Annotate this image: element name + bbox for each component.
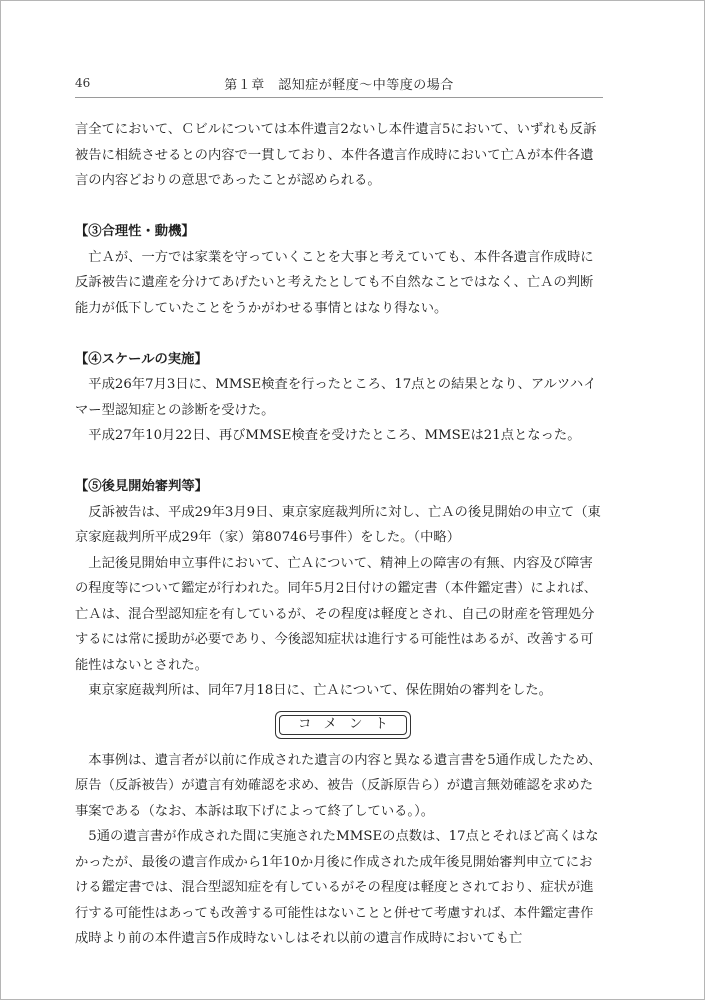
comment-heading-row bbox=[75, 704, 602, 748]
paragraph-continuation: 言全てにおいて、Ｃビルについては本件遺言2ないし本件遺言5において、いずれも反訴被告に相続させるとの内容で一貫しており、本件各遺言作成時において亡Ａが本件各遺言の内容どおりの意思であったことが認められる。 bbox=[75, 122, 597, 188]
header-rule bbox=[75, 97, 603, 98]
comment-heading-box bbox=[275, 711, 411, 739]
paragraph-rationality: 亡Ａが、一方では家業を守っていくことを大事と考えていても、本件各遺言作成時に反訴被告に遺産を分けてあげたいと考えたとしても不自然なことではなく、亡Ａの判断能力が低下していたことをうかがわせる事情とはなり得ない。 bbox=[75, 249, 594, 316]
section-gap bbox=[75, 449, 602, 475]
page-header bbox=[75, 74, 603, 96]
running-title: 第１章 認知症が軽度～中等度の場合 bbox=[224, 78, 454, 93]
paragraph-comment-2: 5通の遺言書が作成された間に実施されたMMSEの点数は、17点とそれほど高くはなかったが、最後の遺言作成から1年10か月後に作成された成年後見開始審判申立てにおける鑑定書では、混合型認知症を有しているがその程度は軽度とされており、症状が進行する可能性はあっても改善する可能性はないことと併せて考慮すれば、本件鑑定書作成時より前の本件遺言5作成時ないしはそれ以前の遺言作成時においても亡 bbox=[75, 829, 599, 946]
section-heading-guardianship: 【⑤後見開始審判等】 bbox=[75, 479, 208, 494]
section-gap bbox=[75, 321, 602, 347]
page-number: 46 bbox=[75, 76, 91, 90]
paragraph-guardianship-2: 上記後見開始申立事件において、亡Ａについて、精神上の障害の有無、内容及び障害の程度等について鑑定が行われた。同年5月2日付けの鑑定書（本件鑑定書）によれば、亡Ａは、混合型認知症を有しているが、その程度は軽度とされ、自己の財産を管理処分するには常に援助が必要であり、今後認知症状は進行する可能性はあるが、改善する可能性はないとされた。 bbox=[75, 555, 597, 673]
paragraph-guardianship-3: 東京家庭裁判所は、同年7月18日に、亡Ａについて、保佐開始の審判をした。 bbox=[88, 683, 552, 698]
paragraph-guardianship-1: 反訴被告は、平成29年3月9日、東京家庭裁判所に対し、亡Ａの後見開始の申立て（東京家庭裁判所平成29年（家）第80746号事件）をした。（中略） bbox=[75, 504, 601, 545]
paragraph-comment-1: 本事例は、遺言者が以前に作成された遺言の内容と異なる遺言書を5通作成したため、原告（反訴被告）が遺言有効確認を求め、被告（反訴原告ら）が遺言無効確認を求めた事案である（なお、本訴は取下げによって終了している。）。 bbox=[75, 752, 602, 819]
paragraph-scale-2: 平成27年10月22日、再びMMSE検査を受けたところ、MMSEは21点となった。 bbox=[88, 428, 581, 443]
paragraph-scale-1: 平成26年7月3日に、MMSE検査を行ったところ、17点との結果となり、アルツハイマー型認知症との診断を受けた。 bbox=[75, 377, 597, 418]
section-heading-rationality: 【③合理性・動機】 bbox=[75, 224, 195, 239]
section-heading-scale: 【④スケールの実施】 bbox=[75, 351, 208, 367]
comment-heading-label: コメント bbox=[298, 715, 400, 732]
body-text bbox=[75, 117, 602, 952]
section-gap bbox=[75, 194, 602, 220]
